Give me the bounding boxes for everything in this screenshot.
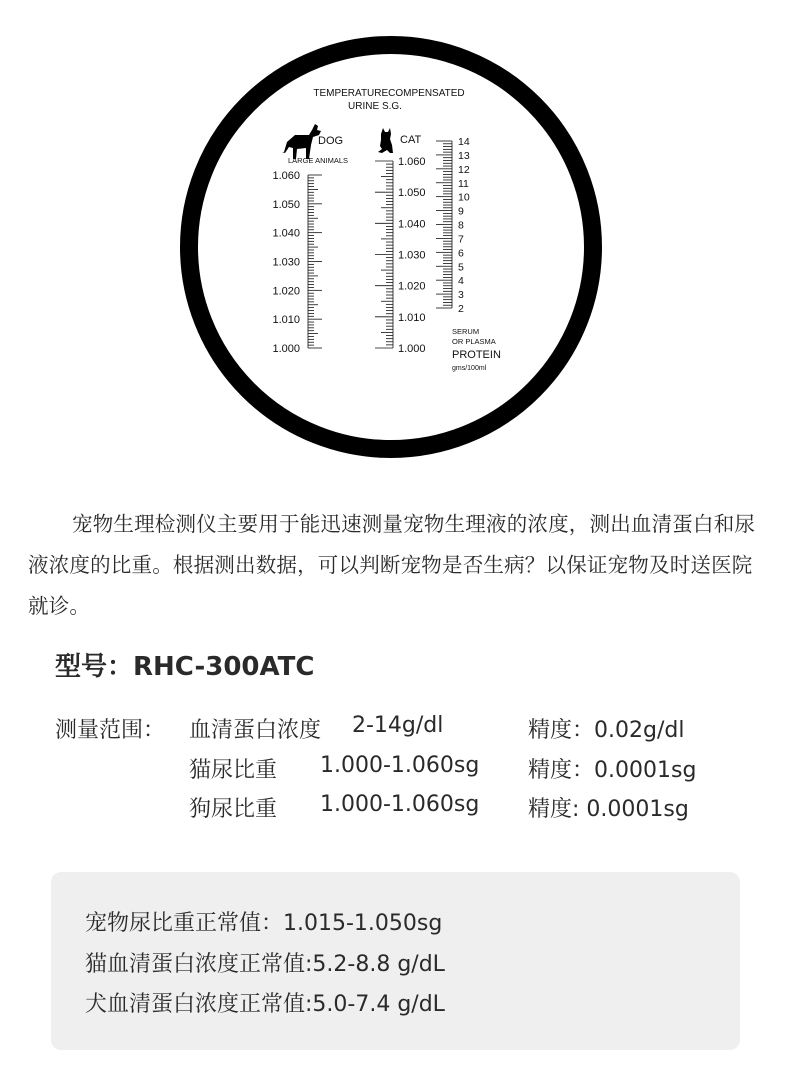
dog-scale-label: 1.040 — [272, 227, 300, 240]
protein-scale-label: 5 — [458, 261, 464, 274]
cat-scale-label: 1.000 — [398, 343, 426, 355]
protein-label-protein: PROTEIN — [452, 349, 501, 361]
dog-scale-label: 1.050 — [272, 198, 300, 211]
dog-scale-label: 1.060 — [272, 170, 300, 182]
protein-label-plasma: OR PLASMA — [452, 337, 496, 346]
spec-row-cat-precision: 精度：0.0001sg — [528, 758, 697, 783]
scale-header-line2: URINE S.G. — [348, 101, 402, 112]
normal-value-dog-protein: 犬血清蛋白浓度正常值:5.0-7.4 g/dL — [85, 992, 445, 1017]
protein-scale-label: 11 — [458, 177, 469, 190]
spec-row-dog-name: 狗尿比重 — [189, 797, 278, 822]
cat-scale-label: 1.040 — [398, 218, 426, 231]
cat-label: CAT — [400, 134, 422, 146]
refractometer-scale-svg — [178, 34, 604, 460]
scale-header-line1: TEMPERATURECOMPENSATED — [313, 88, 465, 99]
dog-scale-label: 1.030 — [272, 256, 300, 269]
model-number: 型号：RHC-300ATC — [55, 652, 315, 682]
protein-scale-label: 2 — [458, 303, 464, 315]
protein-scale-label: 4 — [458, 275, 464, 288]
spec-row-protein-range: 2-14g/dl — [352, 713, 444, 738]
protein-scale-label: 3 — [458, 289, 464, 302]
spec-row-cat-name: 猫尿比重 — [189, 758, 278, 783]
protein-scale-label: 9 — [458, 205, 464, 218]
dog-sub-label: LARGE ANIMALS — [288, 156, 349, 165]
cat-scale-label: 1.050 — [398, 187, 426, 200]
normal-values-panel — [51, 872, 740, 1050]
product-description: 宠物生理检测仪主要用于能迅速测量宠物生理液的浓度，测出血清蛋白和尿液浓度的比重。根据测出数据，可以判断宠物是否生病？以保证宠物及时送医院就诊。 — [28, 512, 756, 618]
protein-scale-label: 7 — [458, 233, 464, 246]
spec-row-protein-precision: 精度：0.02g/dl — [528, 718, 685, 743]
spec-row-dog-range: 1.000-1.060sg — [320, 792, 480, 817]
protein-unit: gms/100ml — [452, 365, 487, 372]
cat-scale-label: 1.010 — [398, 311, 426, 324]
spec-row-dog-precision: 精度: 0.0001sg — [528, 797, 689, 822]
cat-scale-label: 1.020 — [398, 280, 426, 293]
spec-row-cat-range: 1.000-1.060sg — [320, 753, 480, 778]
cat-scale-label: 1.060 — [398, 156, 426, 168]
dog-scale-label: 1.010 — [272, 314, 300, 327]
dog-label: DOG — [318, 135, 344, 147]
protein-scale-label: 10 — [458, 191, 470, 204]
refractometer-scale — [178, 34, 604, 460]
protein-scale-label: 12 — [458, 163, 470, 176]
protein-scale-label: 13 — [458, 149, 470, 162]
spec-row-protein-name: 血清蛋白浓度 — [189, 718, 322, 743]
normal-value-urine: 宠物尿比重正常值：1.015-1.050sg — [85, 911, 443, 936]
cat-scale-label: 1.030 — [398, 249, 426, 262]
protein-scale-label: 6 — [458, 247, 464, 260]
dog-scale-label: 1.000 — [272, 343, 300, 355]
protein-label-serum: SERUM — [452, 327, 480, 336]
protein-scale-label: 8 — [458, 219, 464, 232]
spec-range-label: 测量范围： — [55, 718, 166, 743]
normal-value-cat-protein: 猫血清蛋白浓度正常值:5.2-8.8 g/dL — [85, 952, 445, 977]
protein-scale-label: 14 — [458, 136, 470, 148]
dog-scale-label: 1.020 — [272, 285, 300, 298]
